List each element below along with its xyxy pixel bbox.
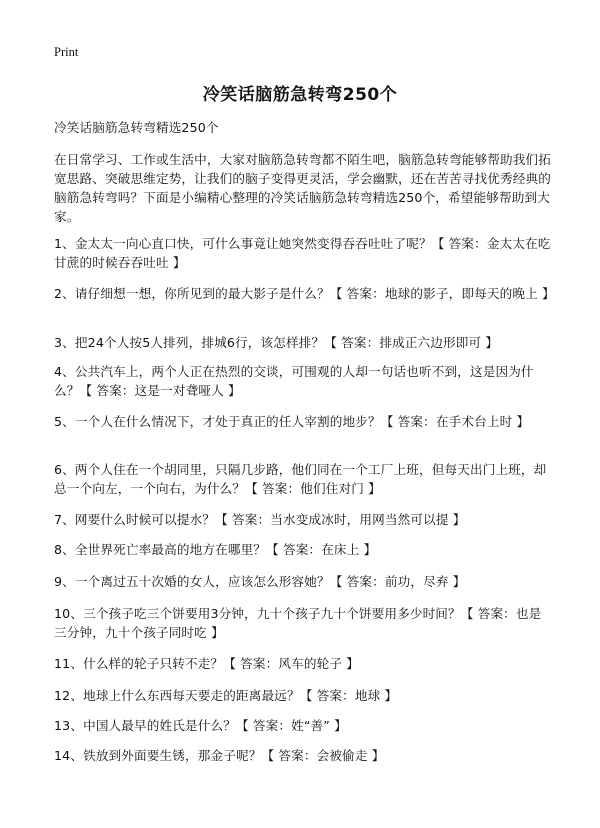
riddle-item: 11、什么样的轮子只转不走？【 答案：风车的轮子 】 (54, 656, 359, 671)
article-subtitle: 冷笑话脑筋急转弯精选250个 (54, 120, 219, 135)
riddle-item: 10、三个孩子吃三个饼要用3分钟，九十个孩子九十个饼要用多少时间？【 答案：也是三分钟，九十个孩子同时吃 】 (54, 606, 542, 640)
riddle-item: 14、铁放到外面要生锈，那金子呢？【 答案：会被偷走 】 (54, 748, 385, 763)
riddle-item: 1、金太太一向心直口快，可什么事竟让她突然变得吞吞吐吐了呢？【 答案：金太太在吃甘蔗的时候吞吞吐吐 】 (54, 236, 551, 270)
riddle-item: 6、两个人住在一个胡同里，只隔几步路，他们同在一个工厂上班，但每天出门上班，却总一个向左，一个向右，为什么？【 答案：他们住对门 】 (54, 462, 547, 496)
riddle-item: 2、请仔细想一想，你所见到的最大影子是什么？【 答案：地球的影子，即每天的晚上 】 (54, 286, 555, 301)
riddle-item: 12、地球上什么东西每天要走的距离最远？【 答案：地球 】 (54, 688, 398, 703)
riddle-item: 7、网要什么时候可以提水？【 答案：当水变成冰时，用网当然可以提 】 (54, 512, 466, 527)
riddle-item: 8、全世界死亡率最高的地方在哪里？【 答案：在床上 】 (54, 542, 377, 557)
article-title: 冷笑话脑筋急转弯250个 (202, 85, 398, 105)
riddle-item: 4、公共汽车上，两个人正在热烈的交谈，可围观的人却一句话也听不到，这是因为什么？【 答案：这是一对聋哑人 】 (54, 364, 534, 398)
riddle-item: 3、把24个人按5人排列，排城6行，该怎样排？【 答案：排成正六边形即可 】 (54, 335, 499, 350)
riddle-item: 5、一个人在什么情况下，才处于真正的任人宰割的地步？【 答案：在手术台上时 】 (54, 414, 530, 429)
riddle-item: 9、一个离过五十次婚的女人，应该怎么形容她？【 答案：前功，尽弃 】 (54, 574, 466, 589)
article-intro: 在日常学习、工作或生活中，大家对脑筋急转弯都不陌生吧，脑筋急转弯能够帮助我们拓宽思路、突破思维定势，让我们的脑子变得更灵活，学会幽默，还在苦苦寻找优秀经典的脑筋急转弯吗？下面是小编精心整理的冷笑话脑筋急转弯精选250个，希望能够帮助到大家。 (54, 152, 552, 224)
riddle-item: 13、中国人最早的姓氏是什么？【 答案：姓“善” 】 (54, 718, 347, 733)
print-link[interactable]: Print (54, 45, 79, 59)
